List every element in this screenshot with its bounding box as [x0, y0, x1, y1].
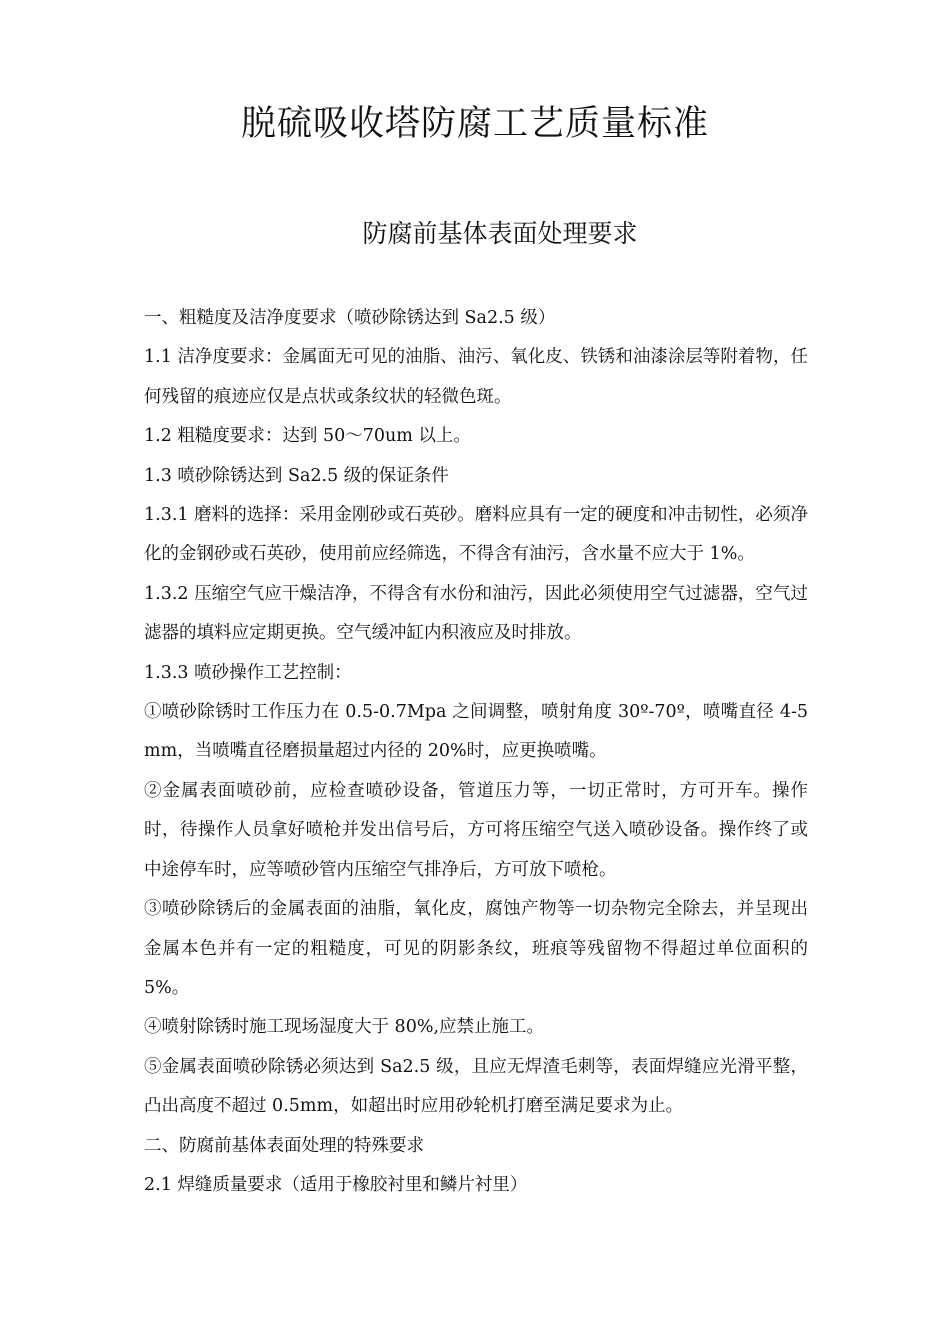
list-item-5: ⑤金属表面喷砂除锈必须达到 Sa2.5 级，且应无焊渣毛刺等，表面焊缝应光滑平整，凸出高度不超过 0.5mm，如超出时应用砂轮机打磨至满足要求为止。 — [144, 1056, 808, 1117]
heading-roughness-cleanliness: 一、粗糙度及洁净度要求（喷砂除锈达到 Sa2.5 级） — [144, 308, 556, 328]
document-title: 脱硫吸收塔防腐工艺质量标准 — [240, 104, 709, 144]
section-title: 防腐前基体表面处理要求 — [362, 219, 638, 248]
list-item-4: ④喷射除锈时施工现场湿度大于 80%,应禁止施工。 — [144, 1017, 545, 1038]
paragraph-1-1: 1.1 洁净度要求：金属面无可见的油脂、油污、氧化皮、铁锈和油漆涂层等附着物，任何残留的痕迹应仅是点状或条纹状的轻微色斑。 — [144, 347, 808, 407]
heading-special-requirements: 二、防腐前基体表面处理的特殊要求 — [144, 1135, 424, 1156]
list-item-1: ①喷砂除锈时工作压力在 0.5-0.7Mpa 之间调整，喷射角度 30º-70º，喷嘴直径 4-5mm，当喷嘴直径磨损量超过内径的 20%时，应更换喷嘴。 — [144, 702, 808, 762]
paragraph-1-3-3: 1.3.3 喷砂操作工艺控制： — [144, 662, 352, 683]
paragraph-1-2: 1.2 粗糙度要求：达到 50～70um 以上。 — [144, 426, 471, 447]
paragraph-1-3-2: 1.3.2 压缩空气应干燥洁净，不得含有水份和油污，因此必须使用空气过滤器，空气过滤器的填料应定期更换。空气缓冲缸内积液应及时排放。 — [144, 583, 808, 644]
list-item-3: ③喷砂除锈后的金属表面的油脂，氧化皮，腐蚀产物等一切杂物完全除去，并呈现出金属本色并有一定的粗糙度，可见的阴影条纹，班痕等残留物不得超过单位面积的 5%。 — [144, 899, 808, 998]
document-body — [144, 299, 808, 1205]
list-item-2: ②金属表面喷砂前，应检查喷砂设备，管道压力等，一切正常时，方可开车。操作时，待操作人员拿好喷枪并发出信号后，方可将压缩空气送入喷砂设备。操作终了或中途停车时，应等喷砂管内压缩空气排净后，方可放下喷枪。 — [144, 780, 808, 880]
paragraph-2-1: 2.1 焊缝质量要求（适用于橡胶衬里和鳞片衬里） — [144, 1174, 528, 1195]
paragraph-1-3: 1.3 喷砂除锈达到 Sa2.5 级的保证条件 — [144, 465, 449, 486]
paragraph-1-3-1: 1.3.1 磨料的选择：采用金刚砂或石英砂。磨料应具有一定的硬度和冲击韧性，必须净化的金钢砂或石英砂，使用前应经筛选，不得含有油污，含水量不应大于 1%。 — [144, 505, 808, 565]
